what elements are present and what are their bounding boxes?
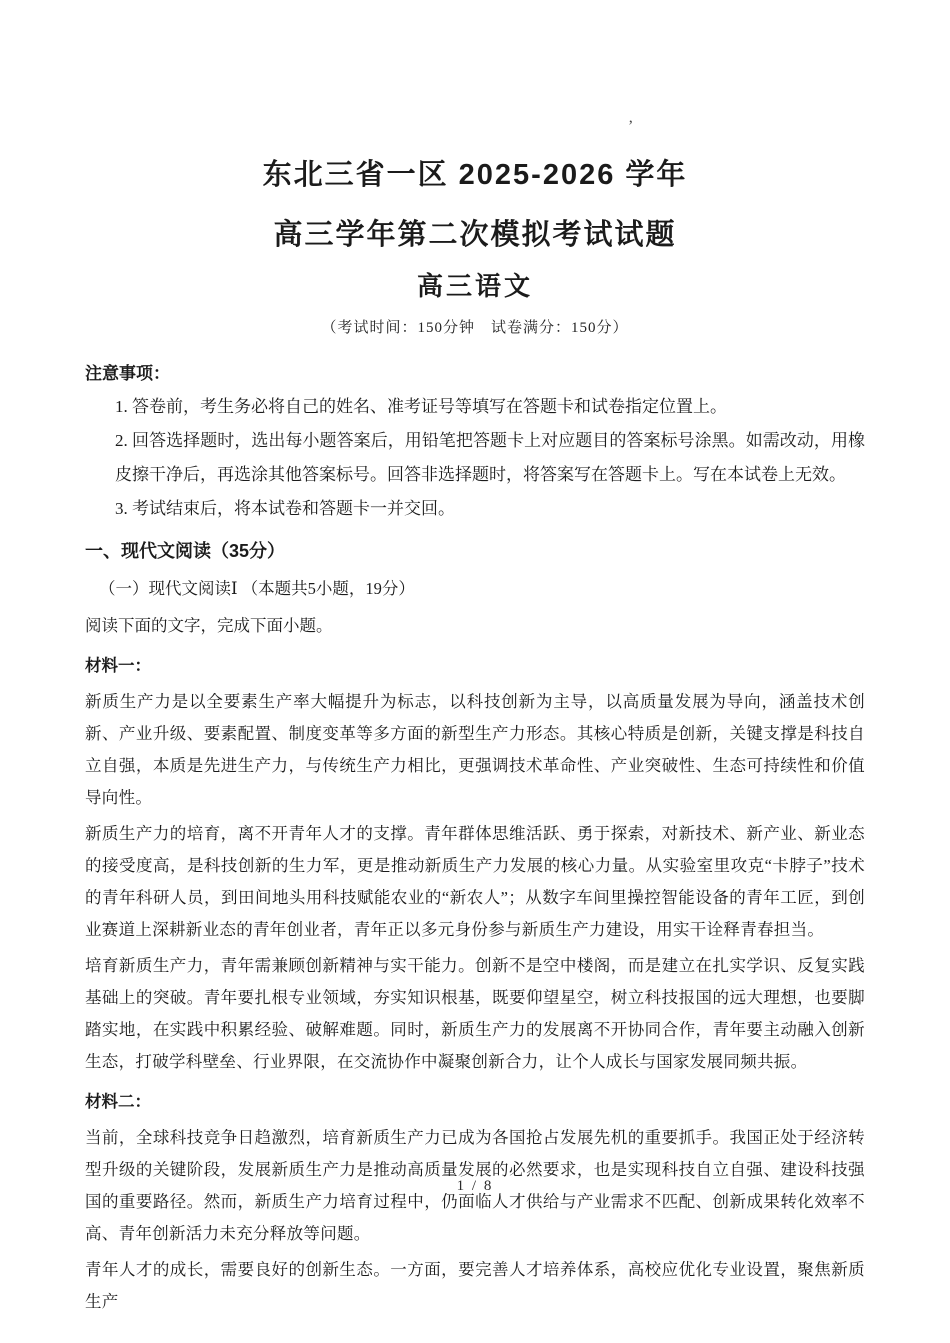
stray-scan-mark: ’ xyxy=(628,118,634,135)
notice-list xyxy=(85,390,865,526)
page-number: 1 / 8 xyxy=(456,1178,494,1194)
material2-label: 材料二： xyxy=(85,1093,151,1112)
notice-heading: 注意事项： xyxy=(85,364,170,384)
reading-instruction: 阅读下面的文字，完成下面小题。 xyxy=(85,616,333,636)
section-heading-modern-reading: 一、现代文阅读（35分） xyxy=(85,541,286,562)
material2-paragraph-1: 当前，全球科技竞争日趋激烈，培育新质生产力已成为各国抢占发展先机的重要抓手。我国正处于经济转型升级的关键阶段，发展新质生产力是推动高质量发展的必然要求，也是实现科技自立自强、建设科技强国的重要路径。然而，新质生产力培育过程中，仍面临人才供给与产业需求不匹配、创新成果转化效率不高、青年创新活力未充分释放等问题。 xyxy=(85,1128,865,1244)
material1-paragraph-2: 新质生产力的培育，离不开青年人才的支撑。青年群体思维活跃、勇于探索，对新技术、新产业、新业态的接受度高，是科技创新的生力军，更是推动新质生产力发展的核心力量。从实验室里攻克“卡脖子”技术的青年科研人员，到田间地头用科技赋能农业的“新农人”；从数字车间里操控智能设备的青年工匠，到创业赛道上深耕新业态的青年创业者，青年正以多元身份参与新质生产力建设，用实干诠释青春担当。 xyxy=(85,824,865,940)
material1-paragraph-1: 新质生产力是以全要素生产率大幅提升为标志，以科技创新为主导，以高质量发展为导向，涵盖技术创新、产业升级、要素配置、制度变革等多方面的新型生产力形态。其核心特质是创新，关键支撑是科技自立自强，本质是先进生产力，与传统生产力相比，更强调技术革命性、产业突破性、生态可持续性和价值导向性。 xyxy=(85,692,865,808)
material1-paragraph-3: 培育新质生产力，青年需兼顾创新精神与实干能力。创新不是空中楼阁，而是建立在扎实学识、反复实践基础上的突破。青年要扎根专业领域，夯实知识根基，既要仰望星空，树立科技报国的远大理想，也要脚踏实地，在实践中积累经验、破解难题。同时，新质生产力的发展离不开协同合作，青年要主动融入创新生态，打破学科壁垒、行业界限，在交流协作中凝聚创新合力，让个人成长与国家发展同频共振。 xyxy=(85,956,865,1072)
notice-item-1: 1. 答卷前，考生务必将自己的姓名、准考证号等填写在答题卡和试卷指定位置上。 xyxy=(115,397,727,417)
exam-title-line2: 高三学年第二次模拟考试试题 xyxy=(273,218,677,251)
exam-info-line: （考试时间：150分钟 试卷满分：150分） xyxy=(321,320,629,337)
material1-label: 材料一： xyxy=(85,657,151,676)
subject-title: 高三语文 xyxy=(416,270,533,301)
exam-title-line1: 东北三省一区 2025-2026 学年 xyxy=(262,159,688,191)
subsection-heading: （一）现代文阅读Ⅰ （本题共5小题，19分） xyxy=(99,579,415,599)
material2-paragraph-2: 青年人才的成长，需要良好的创新生态。一方面，要完善人才培养体系，高校应优化专业设置，聚焦新质生产 xyxy=(85,1260,865,1312)
notice-item-2: 2. 回答选择题时，选出每小题答案后，用铅笔把答题卡上对应题目的答案标号涂黑。如需改动，用橡皮擦干净后，再选涂其他答案标号。回答非选择题时，将答案写在答题卡上。写在本试卷上无效。 xyxy=(115,431,865,485)
notice-item-3: 3. 考试结束后，将本试卷和答题卡一并交回。 xyxy=(115,499,455,519)
